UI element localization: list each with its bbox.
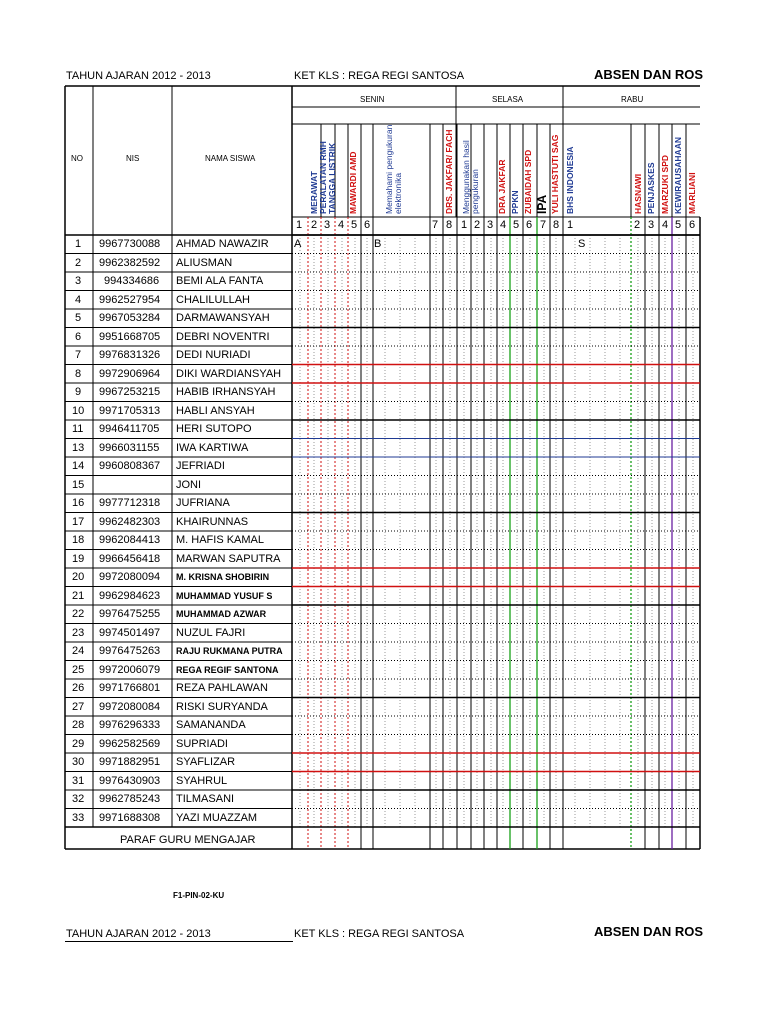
student-no: 5 <box>75 312 82 324</box>
student-name: SYAFLIZAR <box>176 756 236 768</box>
subject-label: YULI HASTUTI SAG <box>550 134 560 214</box>
student-name: HABLI ANSYAH <box>176 404 255 417</box>
col-name-header: NAMA SISWA <box>205 154 256 163</box>
absence-mark-b: B <box>374 238 382 250</box>
student-no: 13 <box>72 441 85 454</box>
student-no: 9 <box>75 386 82 398</box>
student-no: 4 <box>75 293 82 306</box>
period-number: 1 <box>296 219 303 231</box>
subject-label: Memahami pengukuran elektronika <box>384 124 403 214</box>
student-no: 20 <box>72 571 85 583</box>
student-name: M. KRISNA SHOBIRIN <box>176 572 270 582</box>
student-nis: 9974501497 <box>99 626 161 639</box>
student-no: 31 <box>72 774 85 787</box>
student-name: HERI SUTOPO <box>176 423 252 435</box>
student-nis: 9966031155 <box>99 441 160 454</box>
student-nis: 994334686 <box>104 275 160 287</box>
academic-year: TAHUN AJARAN 2012 - 2013 <box>66 70 211 82</box>
absence-mark-a: A <box>294 238 302 250</box>
student-nis: 9962084413 <box>99 534 161 546</box>
student-nis: 9960808367 <box>99 460 161 472</box>
student-name: MARWAN SAPUTRA <box>176 552 281 565</box>
student-name: SAMANANDA <box>176 719 246 731</box>
col-no-header: NO <box>71 154 83 163</box>
student-no: 1 <box>75 238 82 250</box>
period-number: 5 <box>513 219 520 231</box>
student-no: 16 <box>72 497 85 509</box>
student-nis: 9967730088 <box>99 238 161 250</box>
subject-label: MERAWAT PERALATAN RMH TANGGA LISTRIK <box>309 141 337 214</box>
student-name: JONI <box>176 478 202 491</box>
student-nis: 9971766801 <box>99 682 161 694</box>
header2-underline <box>65 941 293 942</box>
subject-label: BHS INDONESIA <box>565 146 575 214</box>
student-no: 26 <box>72 682 85 694</box>
student-nis: 9966456418 <box>99 552 161 565</box>
student-no: 15 <box>72 478 85 491</box>
student-name: CHALILULLAH <box>176 293 250 306</box>
student-name: DIKI WARDIANSYAH <box>176 367 282 380</box>
student-no: 24 <box>72 645 85 657</box>
period-number: 6 <box>526 219 533 231</box>
subject-label: KEWIRAUSAHAAN <box>673 137 683 214</box>
period-number: 4 <box>662 219 669 231</box>
student-no: 23 <box>72 626 85 639</box>
student-name: TILMASANI <box>176 793 235 805</box>
period-number: 2 <box>474 219 481 231</box>
subject-label: MAWARDI AMD <box>348 151 358 214</box>
student-no: 11 <box>72 423 84 435</box>
student-nis: 9976430903 <box>99 774 161 787</box>
student-no: 27 <box>72 700 85 713</box>
period-number: 8 <box>553 219 560 231</box>
subject-label: PENJASKES <box>646 162 656 214</box>
period-number: 8 <box>446 219 453 231</box>
period-number: 3 <box>324 219 331 231</box>
student-no: 22 <box>72 608 85 620</box>
class-label-2: KET KLS <box>294 928 340 940</box>
student-name: SUPRIADI <box>176 737 228 750</box>
student-no: 18 <box>72 534 85 546</box>
student-name: AHMAD NAWAZIR <box>176 238 269 250</box>
student-name: NUZUL FAJRI <box>176 626 246 639</box>
period-number: 4 <box>500 219 507 231</box>
period-number: 3 <box>648 219 655 231</box>
subject-label: PPKN <box>510 190 520 214</box>
student-nis: 9971705313 <box>99 404 161 417</box>
student-nis: 9977712318 <box>99 497 161 509</box>
subject-label: Menggunakan hasil pengukuran <box>461 140 480 214</box>
student-nis: 9962785243 <box>99 793 161 805</box>
period-number: 6 <box>364 219 371 231</box>
student-name: DARMAWANSYAH <box>176 312 270 324</box>
student-name: MUHAMMAD YUSUF S <box>176 590 273 601</box>
student-nis: 9971688308 <box>99 811 161 824</box>
student-nis: 9962582569 <box>99 737 161 750</box>
period-number: 7 <box>432 219 439 231</box>
student-name: JUFRIANA <box>176 497 230 509</box>
period-number: 2 <box>634 219 641 231</box>
student-nis: 9967053284 <box>99 312 161 324</box>
student-nis: 9962382592 <box>99 256 161 269</box>
student-no: 28 <box>72 719 85 731</box>
subject-label: MARZUKI SPD <box>660 154 670 214</box>
student-name: DEBRI NOVENTRI <box>176 330 270 343</box>
subject-label: ZUBAIDAH SPD <box>523 149 533 214</box>
student-no: 3 <box>75 275 82 287</box>
student-name: KHAIRUNNAS <box>176 515 249 528</box>
col-nis-header: NIS <box>126 154 140 163</box>
student-name: MUHAMMAD AZWAR <box>176 609 267 619</box>
subject-label: MARLIANI <box>687 172 697 214</box>
student-name: REGA REGIF SANTONA <box>176 664 279 675</box>
student-no: 6 <box>75 330 82 343</box>
student-name: RAJU RUKMANA PUTRA <box>176 646 283 656</box>
student-no: 21 <box>72 589 85 602</box>
student-name: M. HAFIS KAMAL <box>176 534 265 546</box>
period-number: 3 <box>487 219 494 231</box>
class-label: KET KLS <box>294 70 340 82</box>
student-no: 17 <box>72 515 85 528</box>
student-no: 30 <box>72 756 85 768</box>
student-no: 10 <box>72 404 85 417</box>
student-nis: 9976296333 <box>99 719 161 731</box>
academic-year-2: TAHUN AJARAN 2012 - 2013 <box>66 928 211 940</box>
student-nis: 9976475255 <box>99 608 161 620</box>
absence-mark-s: S <box>578 238 586 250</box>
period-number: 6 <box>689 219 696 231</box>
student-no: 2 <box>75 256 82 269</box>
period-number: 2 <box>311 219 318 231</box>
student-name: JEFRIADI <box>176 460 225 472</box>
student-no: 33 <box>72 811 85 824</box>
period-number: 5 <box>675 219 682 231</box>
form-code: F1-PIN-02-KU <box>173 891 225 900</box>
student-no: 7 <box>75 349 82 361</box>
student-name: YAZI MUAZZAM <box>176 811 258 824</box>
student-nis: 9972080084 <box>99 700 161 713</box>
period-number: 1 <box>567 219 574 231</box>
student-nis: 9976475263 <box>99 645 161 657</box>
student-nis: 9972080094 <box>99 571 161 583</box>
student-name: REZA PAHLAWAN <box>176 682 268 694</box>
student-name: HABIB IRHANSYAH <box>176 386 276 398</box>
class-value: : REGA REGI SANTOSA <box>342 70 465 82</box>
subject-label: DRA JAKFAR <box>497 159 507 214</box>
student-no: 14 <box>72 460 85 472</box>
student-no: 8 <box>75 367 82 380</box>
document-title-2: ABSEN DAN ROS <box>594 924 704 939</box>
student-name: DEDI NURIADI <box>176 349 251 361</box>
document-title: ABSEN DAN ROS <box>594 67 704 82</box>
day-senin: SENIN <box>360 95 385 104</box>
student-nis: 9962527954 <box>99 293 161 306</box>
period-number: 5 <box>351 219 358 231</box>
student-nis: 9976831326 <box>99 349 161 361</box>
student-name: IWA KARTIWA <box>176 441 249 454</box>
day-rabu: RABU <box>621 95 644 104</box>
student-name: SYAHRUL <box>176 774 228 787</box>
student-nis: 9962482303 <box>99 515 161 528</box>
period-number: 1 <box>461 219 468 231</box>
student-nis: 9946411705 <box>99 423 160 435</box>
student-nis: 9972006079 <box>99 663 161 676</box>
student-no: 32 <box>72 793 85 805</box>
student-nis: 9951668705 <box>99 330 161 343</box>
period-number: 7 <box>540 219 547 231</box>
subject-label: HASNAWI <box>633 173 643 214</box>
day-selasa: SELASA <box>492 95 524 104</box>
subject-label: IPA <box>535 194 549 214</box>
period-number: 4 <box>338 219 345 231</box>
student-nis: 9971882951 <box>99 756 161 768</box>
student-no: 29 <box>72 737 85 750</box>
student-nis: 9962984623 <box>99 589 161 602</box>
student-nis: 9967253215 <box>99 386 161 398</box>
teacher-signature-label: PARAF GURU MENGAJAR <box>120 834 256 846</box>
student-nis: 9972906964 <box>99 367 161 380</box>
subject-label: DRS. JAKFAR/ FACH <box>444 129 454 214</box>
student-no: 19 <box>72 552 85 565</box>
student-no: 25 <box>72 663 85 676</box>
class-value-2: : REGA REGI SANTOSA <box>342 928 465 940</box>
student-name: ALIUSMAN <box>176 256 233 269</box>
student-name: RISKI SURYANDA <box>176 700 268 713</box>
student-name: BEMI ALA FANTA <box>176 275 264 287</box>
